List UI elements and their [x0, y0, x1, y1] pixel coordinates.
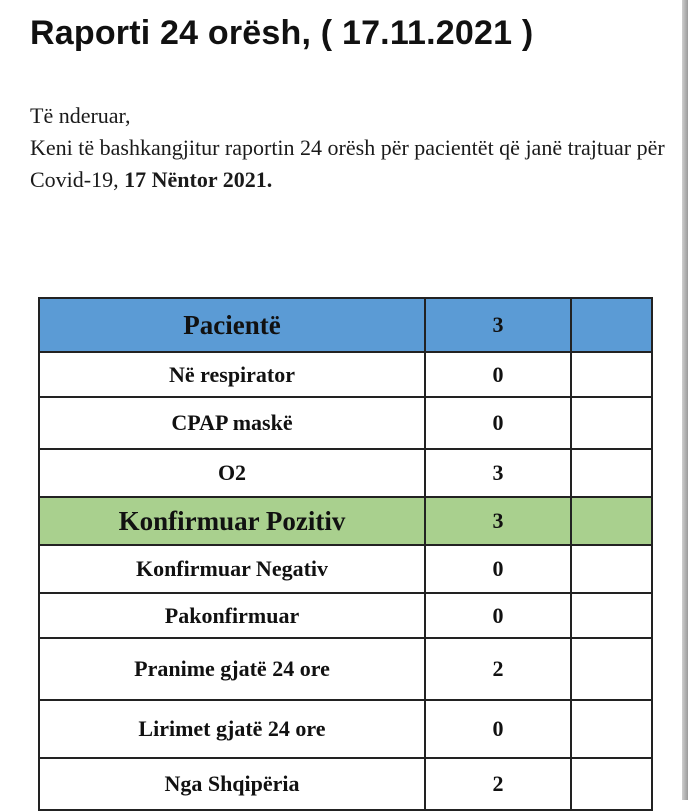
row-extra	[571, 352, 652, 397]
table-row-confirmed-positive	[39, 497, 652, 545]
row-value: 3	[425, 449, 571, 497]
row-label: Pakonfirmuar	[39, 593, 425, 638]
table-row	[39, 758, 652, 810]
table-row	[39, 700, 652, 758]
row-extra	[571, 700, 652, 758]
patients-table	[38, 297, 653, 811]
row-label: Pacientë	[39, 298, 425, 352]
row-extra	[571, 638, 652, 700]
page-edge	[682, 0, 688, 800]
row-value: 0	[425, 593, 571, 638]
table-row	[39, 397, 652, 449]
row-extra	[571, 449, 652, 497]
report-title: Raporti 24 orësh, ( 17.11.2021 )	[30, 14, 534, 52]
row-value: 0	[425, 545, 571, 593]
row-value: 2	[425, 758, 571, 810]
intro-text: Keni të bashkangjitur raportin 24 orësh për pacientët që janë trajtuar për Covid-19,	[30, 135, 665, 192]
table-row	[39, 638, 652, 700]
row-label: O2	[39, 449, 425, 497]
row-extra	[571, 545, 652, 593]
letter-body	[30, 100, 670, 196]
row-label: Në respirator	[39, 352, 425, 397]
row-value: 3	[425, 298, 571, 352]
row-label: Pranime gjatë 24 ore	[39, 638, 425, 700]
intro-paragraph	[30, 132, 670, 196]
table-row	[39, 352, 652, 397]
row-label: Nga Shqipëria	[39, 758, 425, 810]
row-value: 0	[425, 700, 571, 758]
row-extra	[571, 298, 652, 352]
table-row	[39, 449, 652, 497]
row-extra	[571, 593, 652, 638]
table-row-patients	[39, 298, 652, 352]
table-row	[39, 593, 652, 638]
row-extra	[571, 758, 652, 810]
row-extra	[571, 397, 652, 449]
row-value: 3	[425, 497, 571, 545]
row-value: 0	[425, 397, 571, 449]
row-label: CPAP maskë	[39, 397, 425, 449]
row-extra	[571, 497, 652, 545]
salutation: Të nderuar,	[30, 103, 131, 128]
row-label: Konfirmuar Negativ	[39, 545, 425, 593]
row-label: Lirimet gjatë 24 ore	[39, 700, 425, 758]
row-value: 0	[425, 352, 571, 397]
table-row	[39, 545, 652, 593]
row-label: Konfirmuar Pozitiv	[39, 497, 425, 545]
report-date: 17 Nëntor 2021.	[124, 167, 273, 192]
row-value: 2	[425, 638, 571, 700]
